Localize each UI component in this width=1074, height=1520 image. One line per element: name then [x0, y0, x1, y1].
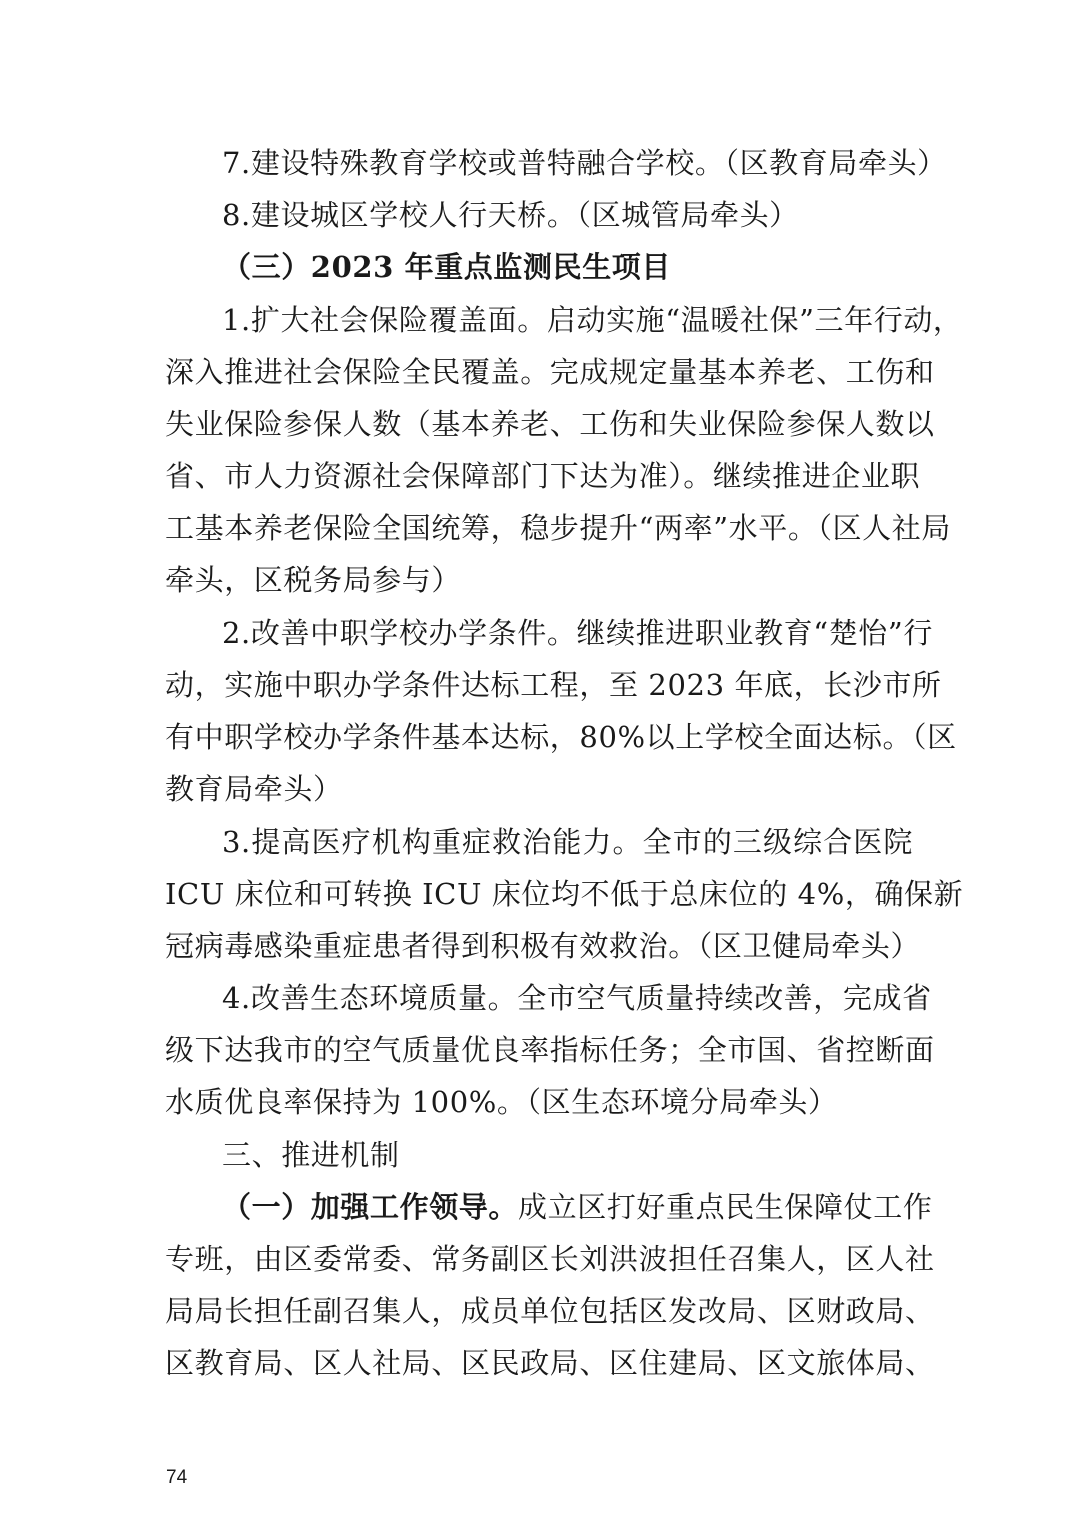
paragraph-line: 专班，由区委常委、常务副区长刘洪波担任召集人，区人社 — [165, 1242, 935, 1276]
paragraph-line: 区教育局、区人社局、区民政局、区住建局、区文旅体局、 — [165, 1346, 935, 1380]
paragraph-line: 3.提高医疗机构重症救治能力。全市的三级综合医院 — [222, 825, 913, 859]
paragraph-line: 动，实施中职办学条件达标工程，至 2023 年底，长沙市所 — [165, 668, 942, 702]
page-number: 74 — [166, 1467, 188, 1488]
subsection-heading: （一）加强工作领导。 — [222, 1190, 519, 1224]
paragraph-line: 8.建设城区学校人行天桥。（区城管局牵头） — [222, 198, 799, 232]
paragraph-line: 局局长担任副召集人，成员单位包括区发改局、区财政局、 — [165, 1294, 935, 1328]
paragraph-line: 水质优良率保持为 100%。（区生态环境分局牵头） — [165, 1085, 838, 1119]
paragraph-text: 成立区打好重点民生保障仗工作 — [518, 1190, 933, 1224]
paragraph-line: 牵头，区税务局参与） — [165, 563, 462, 597]
paragraph-line: 2.改善中职学校办学条件。继续推进职业教育“楚怡”行 — [222, 616, 933, 650]
paragraph-line: 失业保险参保人数（基本养老、工伤和失业保险参保人数以 — [165, 407, 935, 441]
paragraph-line: 省、市人力资源社会保障部门下达为准）。继续推进企业职 — [165, 459, 921, 493]
paragraph-line: 深入推进社会保险全民覆盖。完成规定量基本养老、工伤和 — [165, 355, 935, 389]
paragraph-line: 1.扩大社会保险覆盖面。启动实施“温暖社保”三年行动， — [222, 303, 963, 337]
paragraph-line: 级下达我市的空气质量优良率指标任务；全市国、省控断面 — [165, 1033, 935, 1067]
paragraph-line — [222, 1187, 933, 1227]
paragraph-line: 4.改善生态环境质量。全市空气质量持续改善，完成省 — [222, 981, 932, 1015]
paragraph-line: 7.建设特殊教育学校或普特融合学校。（区教育局牵头） — [222, 146, 947, 180]
paragraph-line: 冠病毒感染重症患者得到积极有效救治。（区卫健局牵头） — [165, 929, 921, 963]
paragraph-line: 有中职学校办学条件基本达标，80%以上学校全面达标。（区 — [165, 720, 957, 754]
paragraph-line: 工基本养老保险全国统筹，稳步提升“两率”水平。（区人社局 — [165, 511, 951, 545]
paragraph-line: ICU 床位和可转换 ICU 床位均不低于总床位的 4%，确保新 — [165, 877, 964, 911]
section-heading: 三、推进机制 — [222, 1138, 400, 1172]
paragraph-line: 教育局牵头） — [165, 772, 343, 806]
section-heading: （三）2023 年重点监测民生项目 — [222, 250, 672, 284]
